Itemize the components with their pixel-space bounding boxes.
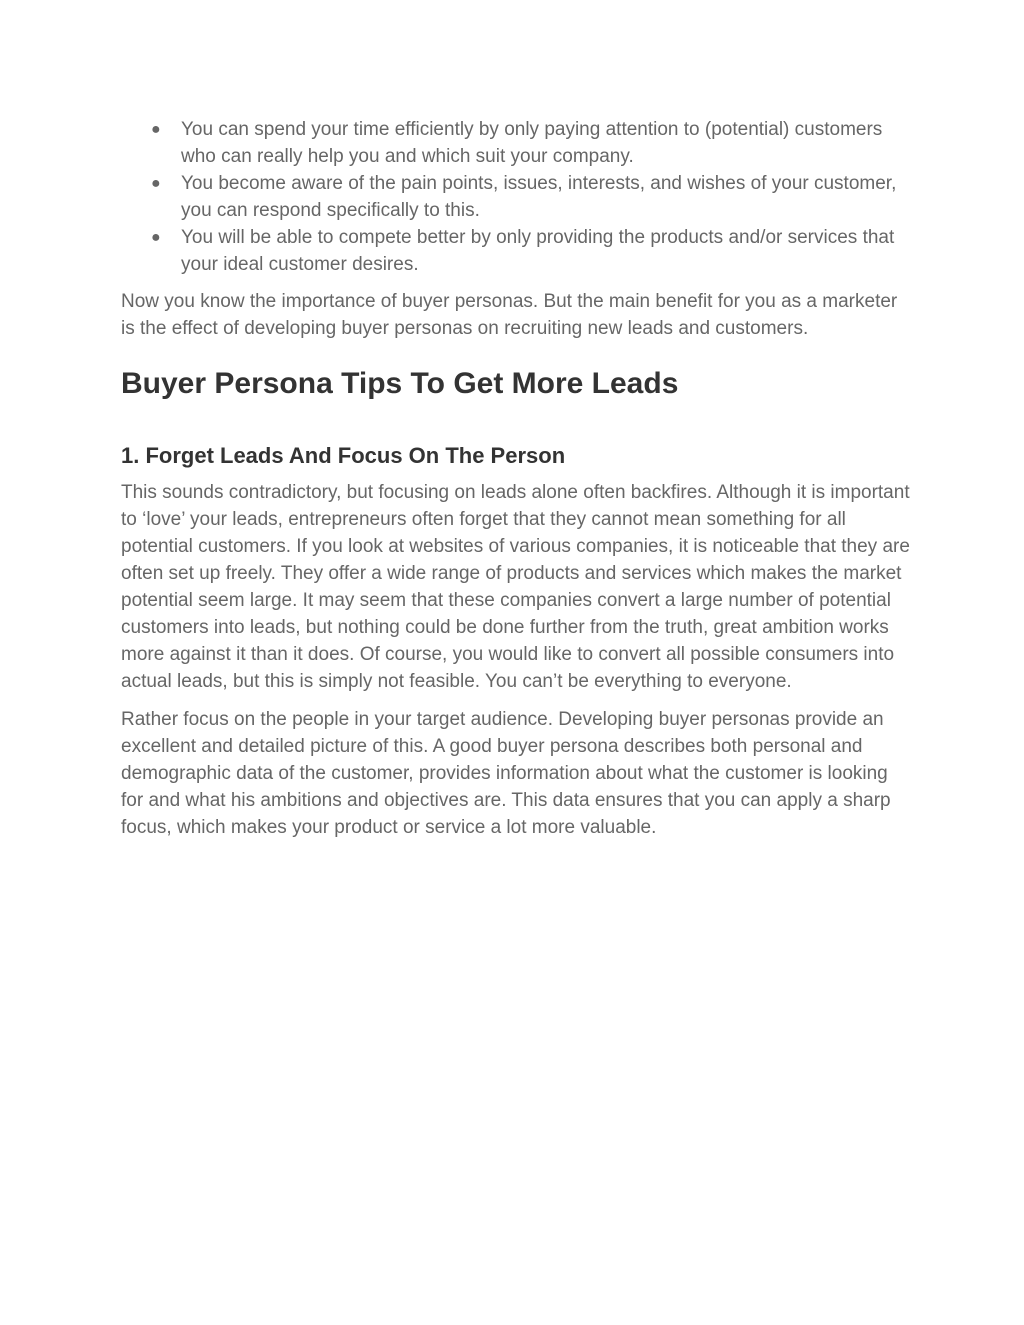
list-item xyxy=(121,116,911,170)
section-heading: Buyer Persona Tips To Get More Leads xyxy=(121,367,679,400)
body-paragraph: This sounds contradictory, but focusing on leads alone often backfires. Although it is important to ‘love’ your leads, entrepreneurs often forget that they cannot mean something for all potential customers. If you look at websites of various companies, it is noticeable that they are often set up freely. They offer a wide range of products and services which makes the market potential seem large. It may seem that these companies convert a large number of potential customers into leads, but nothing could be done further from the truth, great ambition works more against it than it does. Of course, you would like to convert all possible consumers into actual leads, but this is simply not feasible. You can’t be everything to everyone. xyxy=(121,482,910,692)
bullet-icon: ● xyxy=(151,229,161,246)
intro-paragraph: Now you know the importance of buyer personas. But the main benefit for you as a marketer is the effect of developing buyer personas on recruiting new leads and customers. xyxy=(121,291,898,339)
bullet-icon: ● xyxy=(151,121,161,138)
list-item-text: You become aware of the pain points, issues, interests, and wishes of your customer, you can respond specifically to this. xyxy=(181,173,897,221)
list-item xyxy=(121,170,911,224)
subsection-heading: 1. Forget Leads And Focus On The Person xyxy=(121,443,566,468)
list-item-text: You can spend your time efficiently by only paying attention to (potential) customers who can really help you and which suit your company. xyxy=(181,119,883,167)
list-item-text: You will be able to compete better by only providing the products and/or services that your ideal customer desires. xyxy=(181,227,895,275)
benefits-list xyxy=(121,116,911,278)
list-item xyxy=(121,224,911,278)
document-page xyxy=(121,116,911,852)
bullet-icon: ● xyxy=(151,175,161,192)
body-paragraph: Rather focus on the people in your target audience. Developing buyer personas provide an excellent and detailed picture of this. A good buyer persona describes both personal and demographic data of the customer, provides information about what the customer is looking for and what his ambitions and objectives are. This data ensures that you can apply a sharp focus, which makes your product or service a lot more valuable. xyxy=(121,709,891,838)
